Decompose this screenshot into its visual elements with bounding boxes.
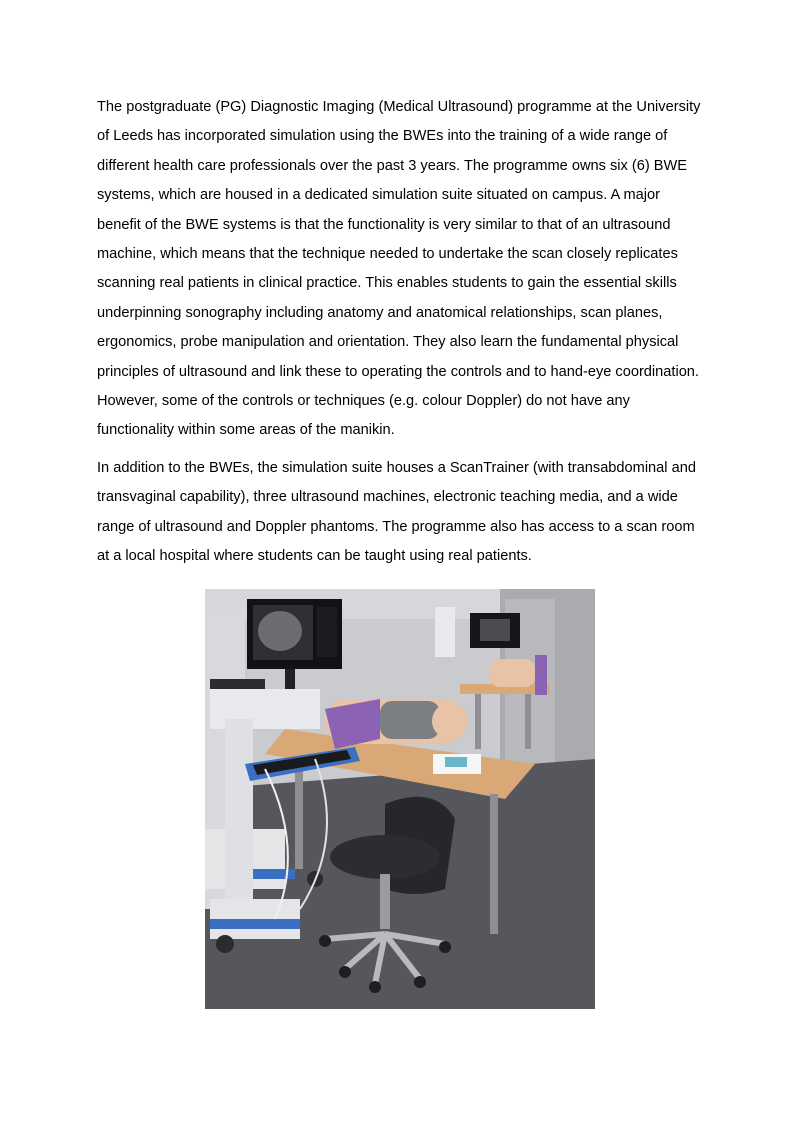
body-text (97, 93, 707, 572)
photo-icon (205, 589, 595, 1009)
paragraph-2: In addition to the BWEs, the simulation suite houses a ScanTrainer (with transabdominal and transvaginal capability), three ultrasound machines, electronic teaching media, and a wide range of ultrasound and Doppler phantoms. The programme also has access to a scan room at a local hospital where students can be taught using real patients. (97, 459, 696, 565)
paragraph-1: The postgraduate (PG) Diagnostic Imaging (Medical Ultrasound) programme at the University of Leeds has incorporated simulation using the BWEs into the training of a wide range of different health care professionals over the past 3 years. The programme owns six (6) BWE systems, which are housed in a dedicated simulation suite situated on campus. A major benefit of the BWE systems is that the functionality is very similar to that of an ultrasound machine, which means that the technique needed to undertake the scan closely replicates scanning real patients in clinical practice. This enables students to gain the essential skills underpinning sonography including anatomy and anatomical relationships, scan planes, ergonomics, probe manipulation and orientation. They also learn the fundamental physical principles of ultrasound and link these to operating the controls and to hand-eye coordination. However, some of the controls or techniques (e.g. colour Doppler) do not have any functionality within some areas of the manikin. (97, 99, 701, 439)
simulation-suite-photo (205, 589, 595, 1009)
